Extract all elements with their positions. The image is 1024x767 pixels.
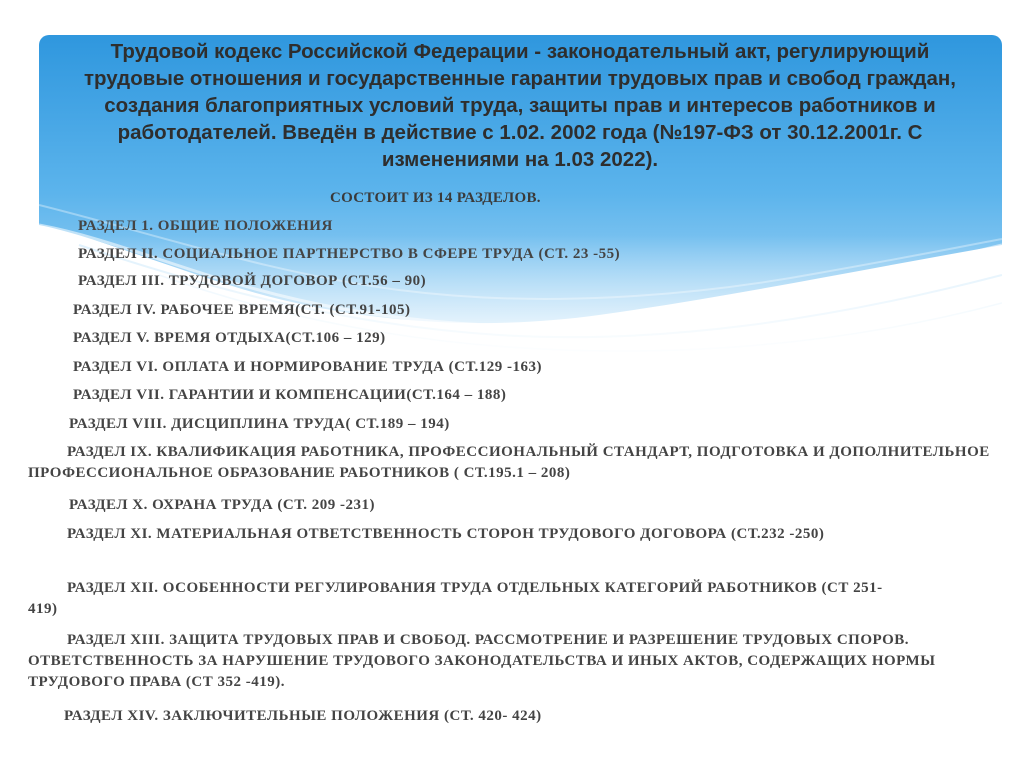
section-item-2: РАЗДЕЛ II. СОЦИАЛЬНОЕ ПАРТНЕРСТВО В СФЕРЕ ТРУДА (СТ. 23 -55) <box>78 246 621 262</box>
section-item-14: РАЗДЕЛ XIV. ЗАКЛЮЧИТЕЛЬНЫЕ ПОЛОЖЕНИЯ (СТ. 420- 424) <box>64 708 542 724</box>
section-item-13: РАЗДЕЛ XIII. ЗАЩИТА ТРУДОВЫХ ПРАВ И СВОБОД. РАССМОТРЕНИЕ И РАЗРЕШЕНИЕ ТРУДОВЫХ СПОРОВ. ОТВЕТСТВЕННОСТЬ ЗА НАРУШЕНИЕ ТРУДОВОГО ЗАКОНОДАТЕЛЬСТВА И ИНЫХ АКТОВ, СОДЕРЖАЩИХ НОРМЫ ТРУДОВОГО ПРАВА (СТ 352 -419). <box>28 632 936 690</box>
section-item-10: РАЗДЕЛ X. ОХРАНА ТРУДА (СТ. 209 -231) <box>69 497 376 513</box>
sections-count-subtitle: СОСТОИТ ИЗ 14 РАЗДЕЛОВ. <box>330 190 541 206</box>
section-item-12: РАЗДЕЛ XII. ОСОБЕННОСТИ РЕГУЛИРОВАНИЯ ТРУДА ОТДЕЛЬНЫХ КАТЕГОРИЙ РАБОТНИКОВ (СТ 251- 419) <box>28 580 883 617</box>
section-item-5: РАЗДЕЛ V. ВРЕМЯ ОТДЫХА(СТ.106 – 129) <box>73 330 386 346</box>
section-item-9: РАЗДЕЛ IX. КВАЛИФИКАЦИЯ РАБОТНИКА, ПРОФЕССИОНАЛЬНЫЙ СТАНДАРТ, ПОДГОТОВКА И ДОПОЛНИТЕЛЬНОЕ ПРОФЕССИОНАЛЬНОЕ ОБРАЗОВАНИЕ РАБОТНИКОВ ( СТ.195.1 – 208) <box>28 444 990 481</box>
section-item-7: РАЗДЕЛ VII. ГАРАНТИИ И КОМПЕНСАЦИИ(СТ.164 – 188) <box>73 387 507 403</box>
section-item-8: РАЗДЕЛ VIII. ДИСЦИПЛИНА ТРУДА( СТ.189 – 194) <box>69 416 450 432</box>
section-item-6: РАЗДЕЛ VI. ОПЛАТА И НОРМИРОВАНИЕ ТРУДА (СТ.129 -163) <box>73 359 542 375</box>
section-item-1: РАЗДЕЛ 1. ОБЩИЕ ПОЛОЖЕНИЯ <box>78 218 333 234</box>
section-item-11: РАЗДЕЛ XI. МАТЕРИАЛЬНАЯ ОТВЕТСТВЕННОСТЬ СТОРОН ТРУДОВОГО ДОГОВОРА (СТ.232 -250) <box>67 526 825 542</box>
section-item-4: РАЗДЕЛ IV. РАБОЧЕЕ ВРЕМЯ(СТ. (СТ.91-105) <box>73 302 411 318</box>
slide-title: Трудовой кодекс Российской Федерации - законодательный акт, регулирующий трудовые отношения и государственные гарантии трудовых прав и свобод граждан, создания благоприятных условий труда, защиты прав и интересов работников и работодателей. Введён в действие с 1.02. 2002 года (№197-ФЗ от 30.12.2001г. С изменениями на 1.03 2022). <box>84 40 956 171</box>
section-item-3: РАЗДЕЛ III. ТРУДОВОЙ ДОГОВОР (СТ.56 – 90) <box>78 273 427 289</box>
